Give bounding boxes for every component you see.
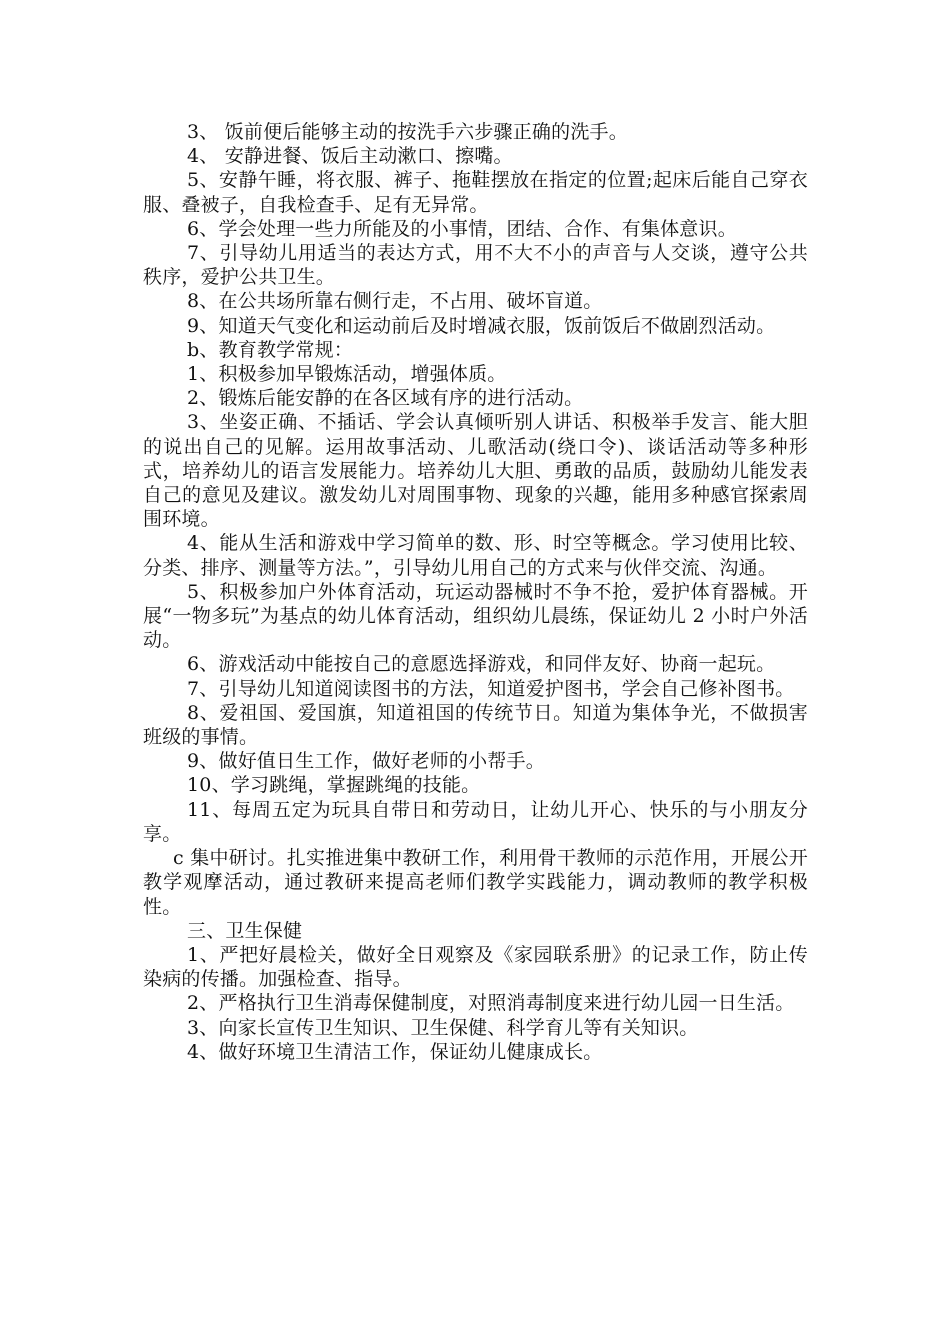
paragraph-16: 8、爱祖国、爱国旗，知道祖国的传统节日。知道为集体争光，不做损害班级的事情。 <box>143 701 808 749</box>
paragraph-11: 3、坐姿正确、不插话、学会认真倾听别人讲话、积极举手发言、能大胆的说出自己的见解。运用故事活动、儿歌活动(绕口令)、谈话活动等多种形式，培养幼儿的语言发展能力。培养幼儿大胆、勇敢的品质，鼓励幼儿能发表自己的意见及建议。激发幼儿对周围事物、现象的兴趣，能用多种感官探索周围环境。 <box>143 411 808 531</box>
paragraph-18: 10、学习跳绳，掌握跳绳的技能。 <box>187 774 481 797</box>
paragraph-4: 6、学会处理一些力所能及的小事情，团结、合作、有集体意识。 <box>187 217 737 240</box>
paragraph-23: 2、严格执行卫生消毒保健制度，对照消毒制度来进行幼儿园一日生活。 <box>187 992 795 1015</box>
paragraph-25: 4、做好环境卫生清洁工作，保证幼儿健康成长。 <box>187 1040 603 1063</box>
paragraph-14: 6、游戏活动中能按自己的意愿选择游戏，和同伴友好、协商一起玩。 <box>187 653 776 676</box>
paragraph-22: 1、严把好晨检关，做好全日观察及《家园联系册》的记录工作，防止传染病的传播。加强检查、指导。 <box>143 943 808 991</box>
paragraph-19: 11、每周五定为玩具自带日和劳动日，让幼儿开心、快乐的与小朋友分享。 <box>143 798 808 845</box>
paragraph-17: 9、做好值日生工作，做好老师的小帮手。 <box>187 750 545 773</box>
paragraph-12: 4、能从生活和游戏中学习简单的数、形、时空等概念。学习使用比较、分类、排序、测量等方法。”，引导幼儿用自己的方式来与伙伴交流、沟通。 <box>143 532 808 579</box>
document-body <box>143 120 808 1064</box>
section-heading-b: b、教育教学常规： <box>187 338 353 361</box>
paragraph-5: 7、引导幼儿用适当的表达方式，用不大不小的声音与人交谈，遵守公共秩序，爱护公共卫生。 <box>143 242 808 289</box>
paragraph-10: 2、锻炼后能安静的在各区域有序的进行活动。 <box>187 387 584 410</box>
paragraph-15: 7、引导幼儿知道阅读图书的方法，知道爱护图书，学会自己修补图书。 <box>187 677 795 700</box>
paragraph-13: 5、积极参加户外体育活动，玩运动器械时不争不抢，爱护体育器械。开展“一物多玩”为基点的幼儿体育活动，组织幼儿晨练，保证幼儿 2 小时户外活动。 <box>143 580 808 652</box>
paragraph-6: 8、在公共场所靠右侧行走，不占用、破坏盲道。 <box>187 290 603 313</box>
paragraph-1: 3、 饭前便后能够主动的按洗手六步骤正确的洗手。 <box>187 121 628 143</box>
paragraph-2: 4、 安静进餐、饭后主动漱口、擦嘴。 <box>187 145 513 168</box>
paragraph-3: 5、安静午睡，将衣服、裤子、拖鞋摆放在指定的位置;起床后能自己穿衣服、叠被子，自我检查手、足有无异常。 <box>143 169 808 216</box>
paragraph-24: 3、向家长宣传卫生知识、卫生保健、科学育儿等有关知识。 <box>187 1016 699 1039</box>
paragraph-7: 9、知道天气变化和运动前后及时增减衣服，饭前饭后不做剧烈活动。 <box>187 314 776 337</box>
section-c-paragraph: c 集中研讨。扎实推进集中教研工作，利用骨干教师的示范作用，开展公开教学观摩活动，通过教研来提高老师们教学实践能力，调动教师的教学积极性。 <box>143 847 808 918</box>
paragraph-9: 1、积极参加早锻炼活动，增强体质。 <box>187 363 507 386</box>
section-heading-hygiene: 三、卫生保健 <box>187 919 303 942</box>
